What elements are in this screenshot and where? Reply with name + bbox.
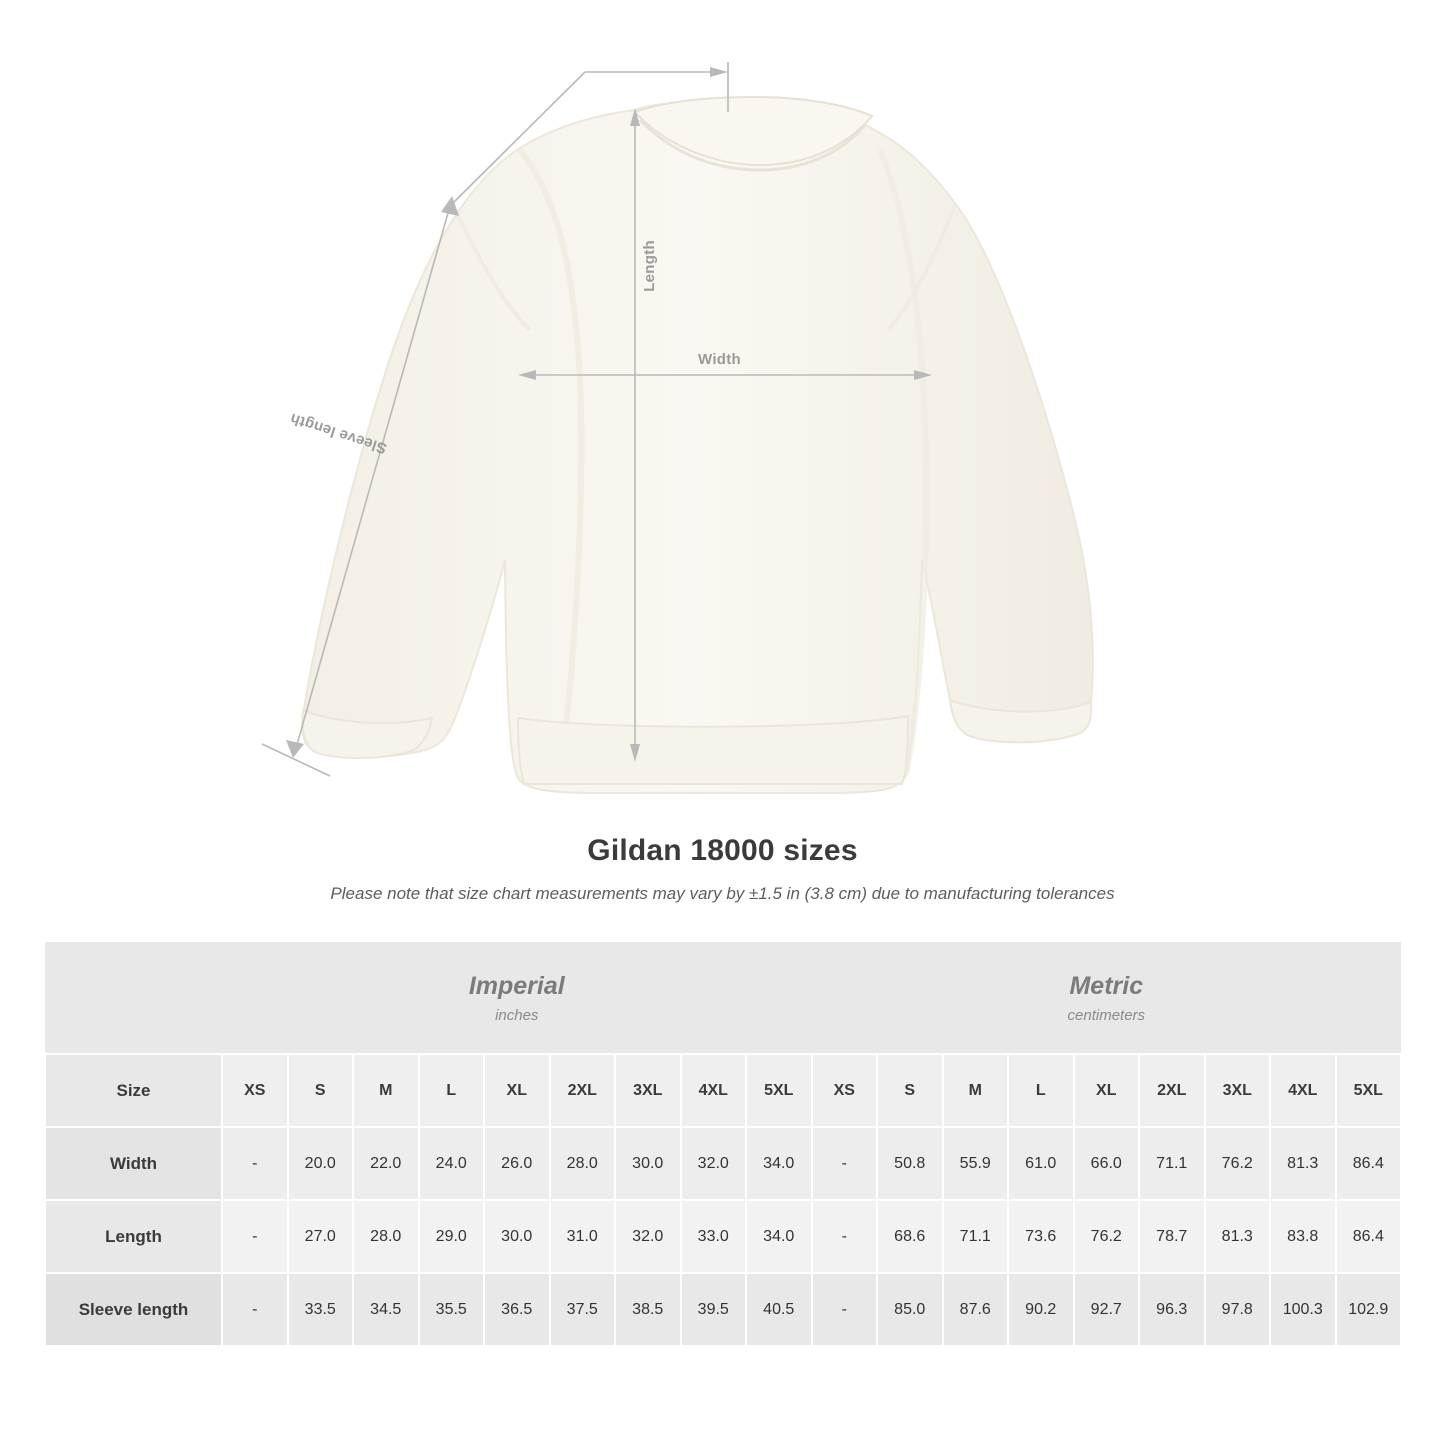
cell-sleeve-5xl-cm: 102.9: [1336, 1273, 1402, 1346]
cell-width-2xl-cm: 71.1: [1139, 1127, 1205, 1200]
cell-sleeve-2xl-in: 37.5: [550, 1273, 616, 1346]
col-header-3xl-metric: 3XL: [1205, 1054, 1271, 1127]
cell-length-xl-cm: 76.2: [1074, 1200, 1140, 1273]
tolerance-note: Please note that size chart measurements may vary by ±1.5 in (3.8 cm) due to manufacturing tolerances: [330, 884, 1115, 903]
cell-length-5xl-cm: 86.4: [1336, 1200, 1402, 1273]
table-row: [45, 1200, 1401, 1273]
col-header-s-imperial: S: [288, 1054, 354, 1127]
cell-length-2xl-in: 31.0: [550, 1200, 616, 1273]
cell-length-4xl-cm: 83.8: [1270, 1200, 1336, 1273]
cell-width-2xl-in: 28.0: [550, 1127, 616, 1200]
cell-sleeve-m-in: 34.5: [353, 1273, 419, 1346]
cell-length-3xl-in: 32.0: [615, 1200, 681, 1273]
cell-width-xs-in: -: [222, 1127, 288, 1200]
col-header-5xl-metric: 5XL: [1336, 1054, 1402, 1127]
size-corner-header: Size: [45, 1054, 222, 1127]
metric-header: [812, 942, 1402, 1054]
column-header-row: [45, 1054, 1401, 1127]
col-header-xl-imperial: XL: [484, 1054, 550, 1127]
imperial-header: [222, 942, 812, 1054]
cell-width-s-in: 20.0: [288, 1127, 354, 1200]
cell-sleeve-l-cm: 90.2: [1008, 1273, 1074, 1346]
cell-length-s-cm: 68.6: [877, 1200, 943, 1273]
cell-width-l-in: 24.0: [419, 1127, 485, 1200]
col-header-5xl-imperial: 5XL: [746, 1054, 812, 1127]
cell-sleeve-l-in: 35.5: [419, 1273, 485, 1346]
col-header-2xl-imperial: 2XL: [550, 1054, 616, 1127]
cell-width-xl-in: 26.0: [484, 1127, 550, 1200]
table-row: [45, 1273, 1401, 1346]
cell-sleeve-xs-in: -: [222, 1273, 288, 1346]
col-header-s-metric: S: [877, 1054, 943, 1127]
unit-header-spacer: [45, 942, 222, 1054]
cell-sleeve-s-cm: 85.0: [877, 1273, 943, 1346]
cell-length-xs-in: -: [222, 1200, 288, 1273]
cell-width-xl-cm: 66.0: [1074, 1127, 1140, 1200]
col-header-4xl-metric: 4XL: [1270, 1054, 1336, 1127]
cell-length-s-in: 27.0: [288, 1200, 354, 1273]
width-dimension-label: Width: [698, 351, 742, 368]
cell-length-xl-in: 30.0: [484, 1200, 550, 1273]
length-dimension-label: Length: [641, 240, 658, 292]
imperial-sub: inches: [495, 1006, 539, 1024]
cell-length-2xl-cm: 78.7: [1139, 1200, 1205, 1273]
col-header-4xl-imperial: 4XL: [681, 1054, 747, 1127]
imperial-name: Imperial: [468, 971, 565, 1000]
cell-sleeve-3xl-in: 38.5: [615, 1273, 681, 1346]
cell-width-m-in: 22.0: [353, 1127, 419, 1200]
col-header-l-imperial: L: [419, 1054, 485, 1127]
row-label-length: Length: [45, 1200, 222, 1273]
col-header-2xl-metric: 2XL: [1139, 1054, 1205, 1127]
cell-length-l-in: 29.0: [419, 1200, 485, 1273]
cell-sleeve-5xl-in: 40.5: [746, 1273, 812, 1346]
cell-sleeve-4xl-cm: 100.3: [1270, 1273, 1336, 1346]
table-row: [45, 1127, 1401, 1200]
sleeve-length-text: Sleeve length: [288, 409, 389, 457]
cell-width-3xl-cm: 76.2: [1205, 1127, 1271, 1200]
cell-width-5xl-in: 34.0: [746, 1127, 812, 1200]
cell-sleeve-2xl-cm: 96.3: [1139, 1273, 1205, 1346]
title-block: [0, 834, 1445, 904]
cell-length-3xl-cm: 81.3: [1205, 1200, 1271, 1273]
cell-length-5xl-in: 34.0: [746, 1200, 812, 1273]
size-table-wrapper: [44, 942, 1401, 1347]
cell-width-4xl-cm: 81.3: [1270, 1127, 1336, 1200]
row-label-sleeve-length: Sleeve length: [45, 1273, 222, 1346]
col-header-3xl-imperial: 3XL: [615, 1054, 681, 1127]
col-header-xs-imperial: XS: [222, 1054, 288, 1127]
col-header-xs-metric: XS: [812, 1054, 878, 1127]
cell-width-l-cm: 61.0: [1008, 1127, 1074, 1200]
cell-sleeve-xl-cm: 92.7: [1074, 1273, 1140, 1346]
cell-width-xs-cm: -: [812, 1127, 878, 1200]
col-header-l-metric: L: [1008, 1054, 1074, 1127]
page-title: Gildan 18000 sizes: [587, 834, 858, 867]
cell-sleeve-3xl-cm: 97.8: [1205, 1273, 1271, 1346]
unit-header-row: [45, 942, 1401, 1054]
cell-sleeve-m-cm: 87.6: [943, 1273, 1009, 1346]
cell-sleeve-4xl-in: 39.5: [681, 1273, 747, 1346]
size-table: [44, 942, 1402, 1347]
cell-sleeve-xs-cm: -: [812, 1273, 878, 1346]
cell-length-l-cm: 73.6: [1008, 1200, 1074, 1273]
metric-name: Metric: [1069, 971, 1144, 1000]
cell-width-4xl-in: 32.0: [681, 1127, 747, 1200]
metric-sub: centimeters: [1067, 1006, 1146, 1024]
cell-length-4xl-in: 33.0: [681, 1200, 747, 1273]
col-header-m-imperial: M: [353, 1054, 419, 1127]
cell-length-m-in: 28.0: [353, 1200, 419, 1273]
cell-length-m-cm: 71.1: [943, 1200, 1009, 1273]
cell-width-m-cm: 55.9: [943, 1127, 1009, 1200]
cell-length-xs-cm: -: [812, 1200, 878, 1273]
cell-sleeve-s-in: 33.5: [288, 1273, 354, 1346]
cell-sleeve-xl-in: 36.5: [484, 1273, 550, 1346]
cell-width-3xl-in: 30.0: [615, 1127, 681, 1200]
cell-width-5xl-cm: 86.4: [1336, 1127, 1402, 1200]
col-header-xl-metric: XL: [1074, 1054, 1140, 1127]
col-header-m-metric: M: [943, 1054, 1009, 1127]
cell-width-s-cm: 50.8: [877, 1127, 943, 1200]
row-label-width: Width: [45, 1127, 222, 1200]
